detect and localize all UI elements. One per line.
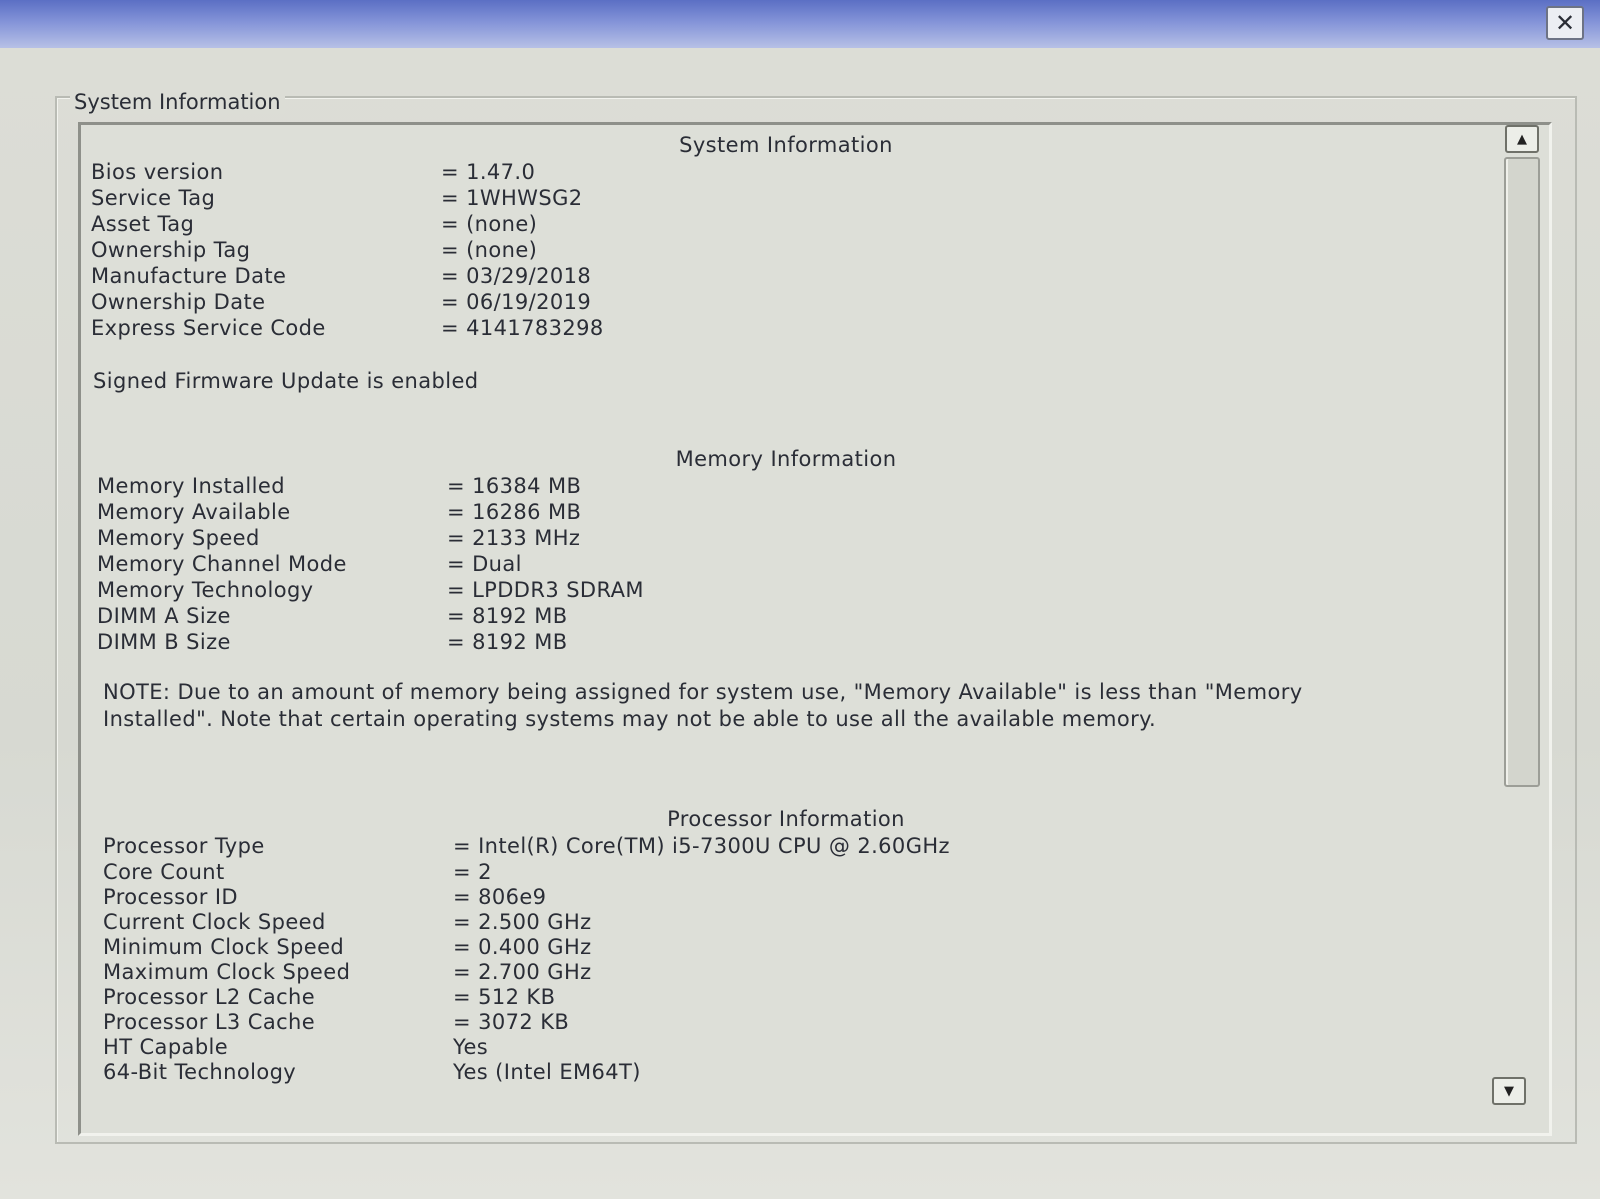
arrow-down-icon: ▼ [1504, 1083, 1514, 1099]
row-value: Yes [453, 1035, 489, 1059]
row-value: = 2.700 GHz [453, 960, 592, 984]
row-label: Processor ID [103, 885, 238, 909]
row-value: = 2133 MHz [447, 526, 581, 550]
row-value: = 1WHWSG2 [441, 186, 583, 210]
firmware-note: Signed Firmware Update is enabled [93, 369, 479, 393]
row-label: Memory Speed [97, 526, 260, 550]
row-label: Memory Technology [97, 578, 314, 602]
system-section-title: System Information [679, 133, 893, 157]
row-label: DIMM B Size [97, 630, 231, 654]
row-value: = 2 [453, 860, 492, 884]
vertical-scrollbar[interactable] [1500, 125, 1548, 1131]
row-label: Bios version [91, 160, 224, 184]
info-scroll-panel[interactable] [78, 122, 1552, 1136]
row-value: = 16384 MB [447, 474, 582, 498]
row-value: = 2.500 GHz [453, 910, 592, 934]
row-value: = (none) [441, 238, 538, 262]
row-label: Core Count [103, 860, 225, 884]
row-value: = 0.400 GHz [453, 935, 592, 959]
row-label: Processor L3 Cache [103, 1010, 316, 1034]
scroll-down-button[interactable] [1492, 1077, 1526, 1105]
row-label: Current Clock Speed [103, 910, 326, 934]
row-value: = 806e9 [453, 885, 547, 909]
info-content [91, 125, 1481, 1135]
row-label: Processor L2 Cache [103, 985, 316, 1009]
row-value: = (none) [441, 212, 538, 236]
row-value: = 512 KB [453, 985, 556, 1009]
row-label: Manufacture Date [91, 264, 287, 288]
close-button[interactable] [1546, 6, 1584, 40]
memory-note: NOTE: Due to an amount of memory being assigned for system use, "Memory Available" is less than "Memory Installed". Note that certain operating systems may not be able to use all the available memory. [103, 680, 1303, 731]
row-label: Memory Available [97, 500, 291, 524]
row-label: Minimum Clock Speed [103, 935, 345, 959]
row-label: Asset Tag [91, 212, 195, 236]
row-label: 64-Bit Technology [103, 1060, 297, 1084]
row-value: = Dual [447, 552, 522, 576]
row-value: = LPDDR3 SDRAM [447, 578, 644, 602]
row-value: = 8192 MB [447, 630, 568, 654]
row-label: HT Capable [103, 1035, 229, 1059]
row-value: = 1.47.0 [441, 160, 536, 184]
scrollbar-track[interactable] [1504, 157, 1540, 1097]
memory-section-title: Memory Information [675, 447, 897, 471]
row-value: = 8192 MB [447, 604, 568, 628]
row-value: Yes (Intel EM64T) [453, 1060, 641, 1084]
row-label: Ownership Tag [91, 238, 251, 262]
row-value: = 3072 KB [453, 1010, 570, 1034]
arrow-up-icon: ▲ [1517, 131, 1527, 147]
row-label: Express Service Code [91, 316, 326, 340]
title-bar [0, 0, 1600, 48]
row-label: Memory Installed [97, 474, 285, 498]
row-value: = 03/29/2018 [441, 264, 592, 288]
row-label: Maximum Clock Speed [103, 960, 351, 984]
close-icon: ✕ [1554, 9, 1576, 37]
row-label: Processor Type [103, 834, 265, 858]
row-label: Memory Channel Mode [97, 552, 347, 576]
row-label: DIMM A Size [97, 604, 231, 628]
row-label: Ownership Date [91, 290, 266, 314]
row-value: = 4141783298 [441, 316, 604, 340]
scrollbar-thumb[interactable] [1504, 157, 1540, 787]
row-value: = 16286 MB [447, 500, 582, 524]
scroll-up-button[interactable] [1505, 125, 1539, 153]
processor-section-title: Processor Information [667, 807, 905, 831]
row-value: = Intel(R) Core(TM) i5-7300U CPU @ 2.60GHz [453, 834, 950, 858]
row-value: = 06/19/2019 [441, 290, 592, 314]
groupbox-legend: System Information [70, 90, 285, 114]
row-label: Service Tag [91, 186, 216, 210]
